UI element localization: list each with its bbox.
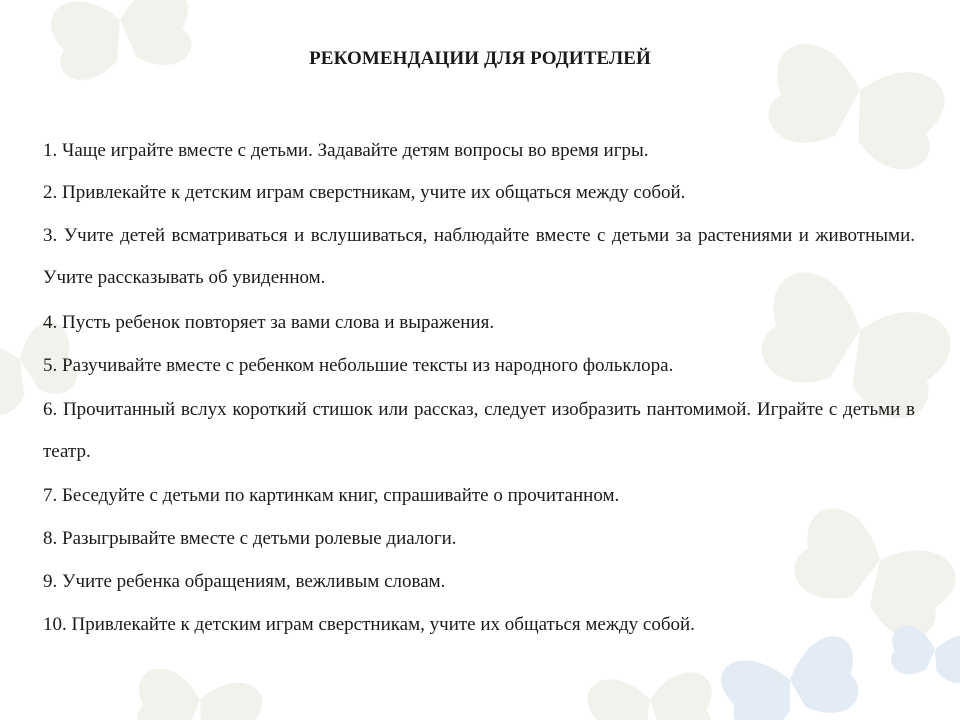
page-title: РЕКОМЕНДАЦИИ ДЛЯ РОДИТЕЛЕЙ: [309, 48, 651, 69]
list-item: 1. Чаще играйте вместе с детьми. Задавайте детям вопросы во время игры.: [43, 140, 649, 161]
list-item: 6. Прочитанный вслух короткий стишок или рассказ, следует изобразить пантомимой. Играйте с детьми в театр.: [43, 399, 915, 462]
list-item: 9. Учите ребенка обращениям, вежливым словам.: [43, 571, 446, 592]
list-item: 7. Беседуйте с детьми по картинкам книг, спрашивайте о прочитанном.: [43, 485, 620, 506]
list-item: 10. Привлекайте к детским играм сверстникам, учите их общаться между собой.: [43, 614, 695, 635]
list-item: 8. Разыгрывайте вместе с детьми ролевые диалоги.: [43, 528, 457, 549]
list-item: 2. Привлекайте к детским играм сверстникам, учите их общаться между собой.: [43, 182, 686, 203]
list-item: 5. Разучивайте вместе с ребенком небольшие тексты из народного фольклора.: [43, 355, 674, 376]
list-item: 3. Учите детей всматриваться и вслушиваться, наблюдайте вместе с детьми за растениями и животными. Учите рассказывать об увиденном.: [43, 225, 915, 288]
list-item: 4. Пусть ребенок повторяет за вами слова и выражения.: [43, 312, 495, 333]
